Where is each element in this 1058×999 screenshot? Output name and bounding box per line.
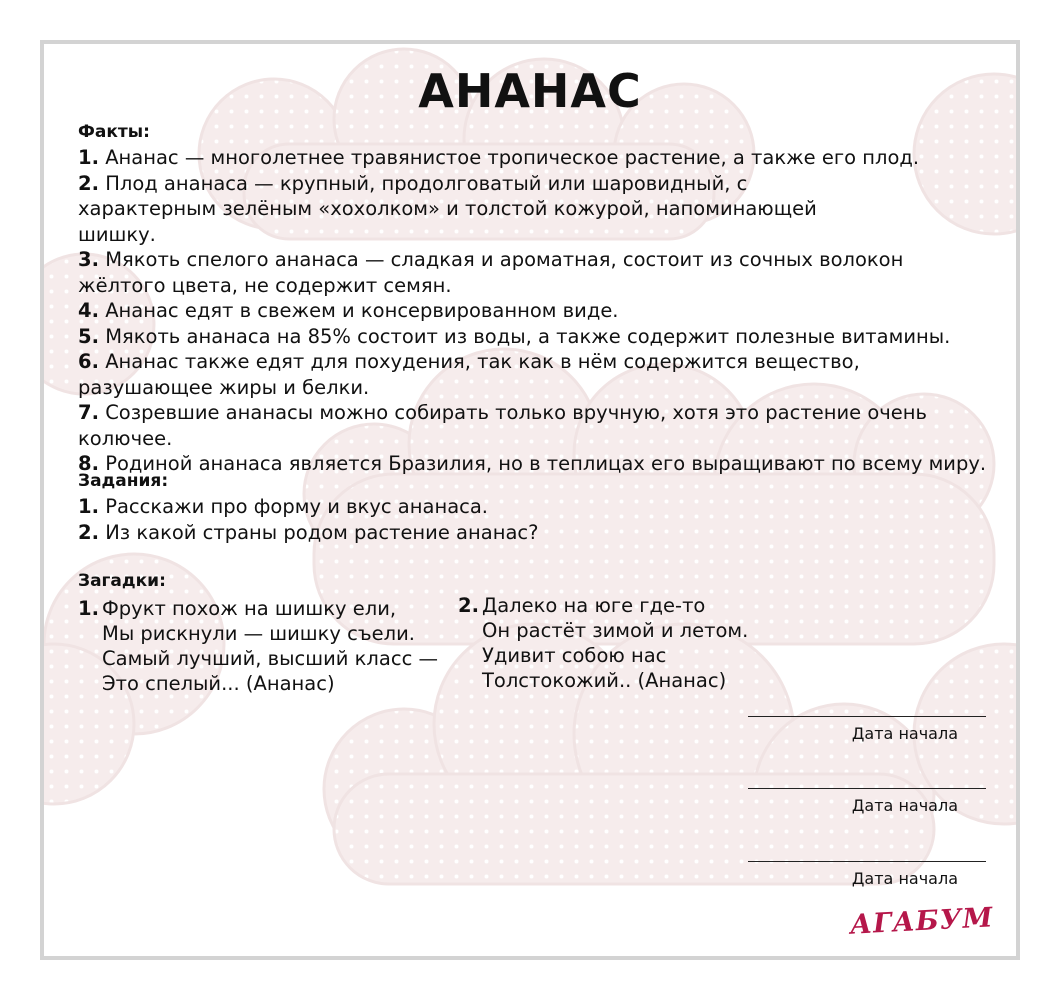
worksheet-content	[44, 44, 1016, 956]
fact-item: 5. Мякоть ананаса на 85% состоит из воды, а также содержит полезные витамины.	[78, 324, 951, 348]
tasks-list	[78, 494, 538, 545]
worksheet-card	[40, 40, 1020, 960]
date-label: Дата начала	[851, 869, 958, 888]
fact-item: 2. Плод ананаса — крупный, продолговатый или шаровидный, с характерным зелёным «хохолком» и толстой кожурой, напоминающей шишку.	[78, 171, 817, 246]
riddle-line: Самый лучший, высший класс —	[102, 647, 438, 670]
tasks-heading: Задания:	[78, 471, 169, 491]
start-date-field-2[interactable]	[748, 788, 986, 815]
task-item: 2. Из какой страны родом растение ананас?	[78, 520, 539, 544]
riddle-line: Удивит собою нас	[482, 644, 667, 667]
riddle-line: Толстокожий.. (Ананас)	[482, 669, 727, 692]
riddle-line: Далеко на юге где-то	[482, 594, 706, 617]
date-blank-line[interactable]	[748, 716, 986, 717]
page-title: АНАНАС	[418, 64, 642, 118]
riddle-line: Это спелый... (Ананас)	[102, 672, 335, 695]
date-label: Дата начала	[851, 724, 958, 743]
fact-item: 7. Созревшие ананасы можно собирать только вручную, хотя это растение очень колючее.	[78, 401, 928, 450]
date-label: Дата начала	[851, 796, 958, 815]
riddle-line: Мы рискнули — шишку съели.	[102, 622, 415, 645]
fact-item: 8. Родиной ананаса является Бразилия, но в теплицах его выращивают по всему миру.	[78, 452, 987, 475]
riddle-number: 1.	[78, 597, 99, 620]
fact-item: 6. Ананас также едят для похудения, так как в нём содержится вещество, разушающее жиры и белки.	[78, 350, 860, 399]
fact-item: 4. Ананас едят в свежем и консервированном виде.	[78, 299, 619, 322]
task-item: 1. Расскажи про форму и вкус ананаса.	[78, 495, 489, 518]
riddle-number: 2.	[458, 594, 479, 617]
riddle-line: Фрукт похож на шишку ели,	[102, 597, 397, 620]
fact-item: 1. Ананас — многолетнее травянистое тропическое растение, а также его плод.	[78, 146, 920, 169]
start-date-field-3[interactable]	[748, 861, 986, 888]
facts-list	[78, 145, 986, 477]
date-blank-line[interactable]	[748, 861, 986, 862]
date-blank-line[interactable]	[748, 788, 986, 789]
agabum-logo: АГАБУМ	[849, 902, 995, 941]
riddle-1	[78, 596, 438, 696]
riddles-heading: Загадки:	[78, 571, 166, 591]
fact-item: 3. Мякоть спелого ананаса — сладкая и ароматная, состоит из сочных волокон жёлтого цвета, не содержит семян.	[78, 248, 904, 297]
riddle-line: Он растёт зимой и летом.	[482, 619, 749, 642]
start-date-field-1[interactable]	[748, 716, 986, 743]
riddle-2	[458, 593, 748, 693]
facts-heading: Факты:	[78, 122, 150, 142]
